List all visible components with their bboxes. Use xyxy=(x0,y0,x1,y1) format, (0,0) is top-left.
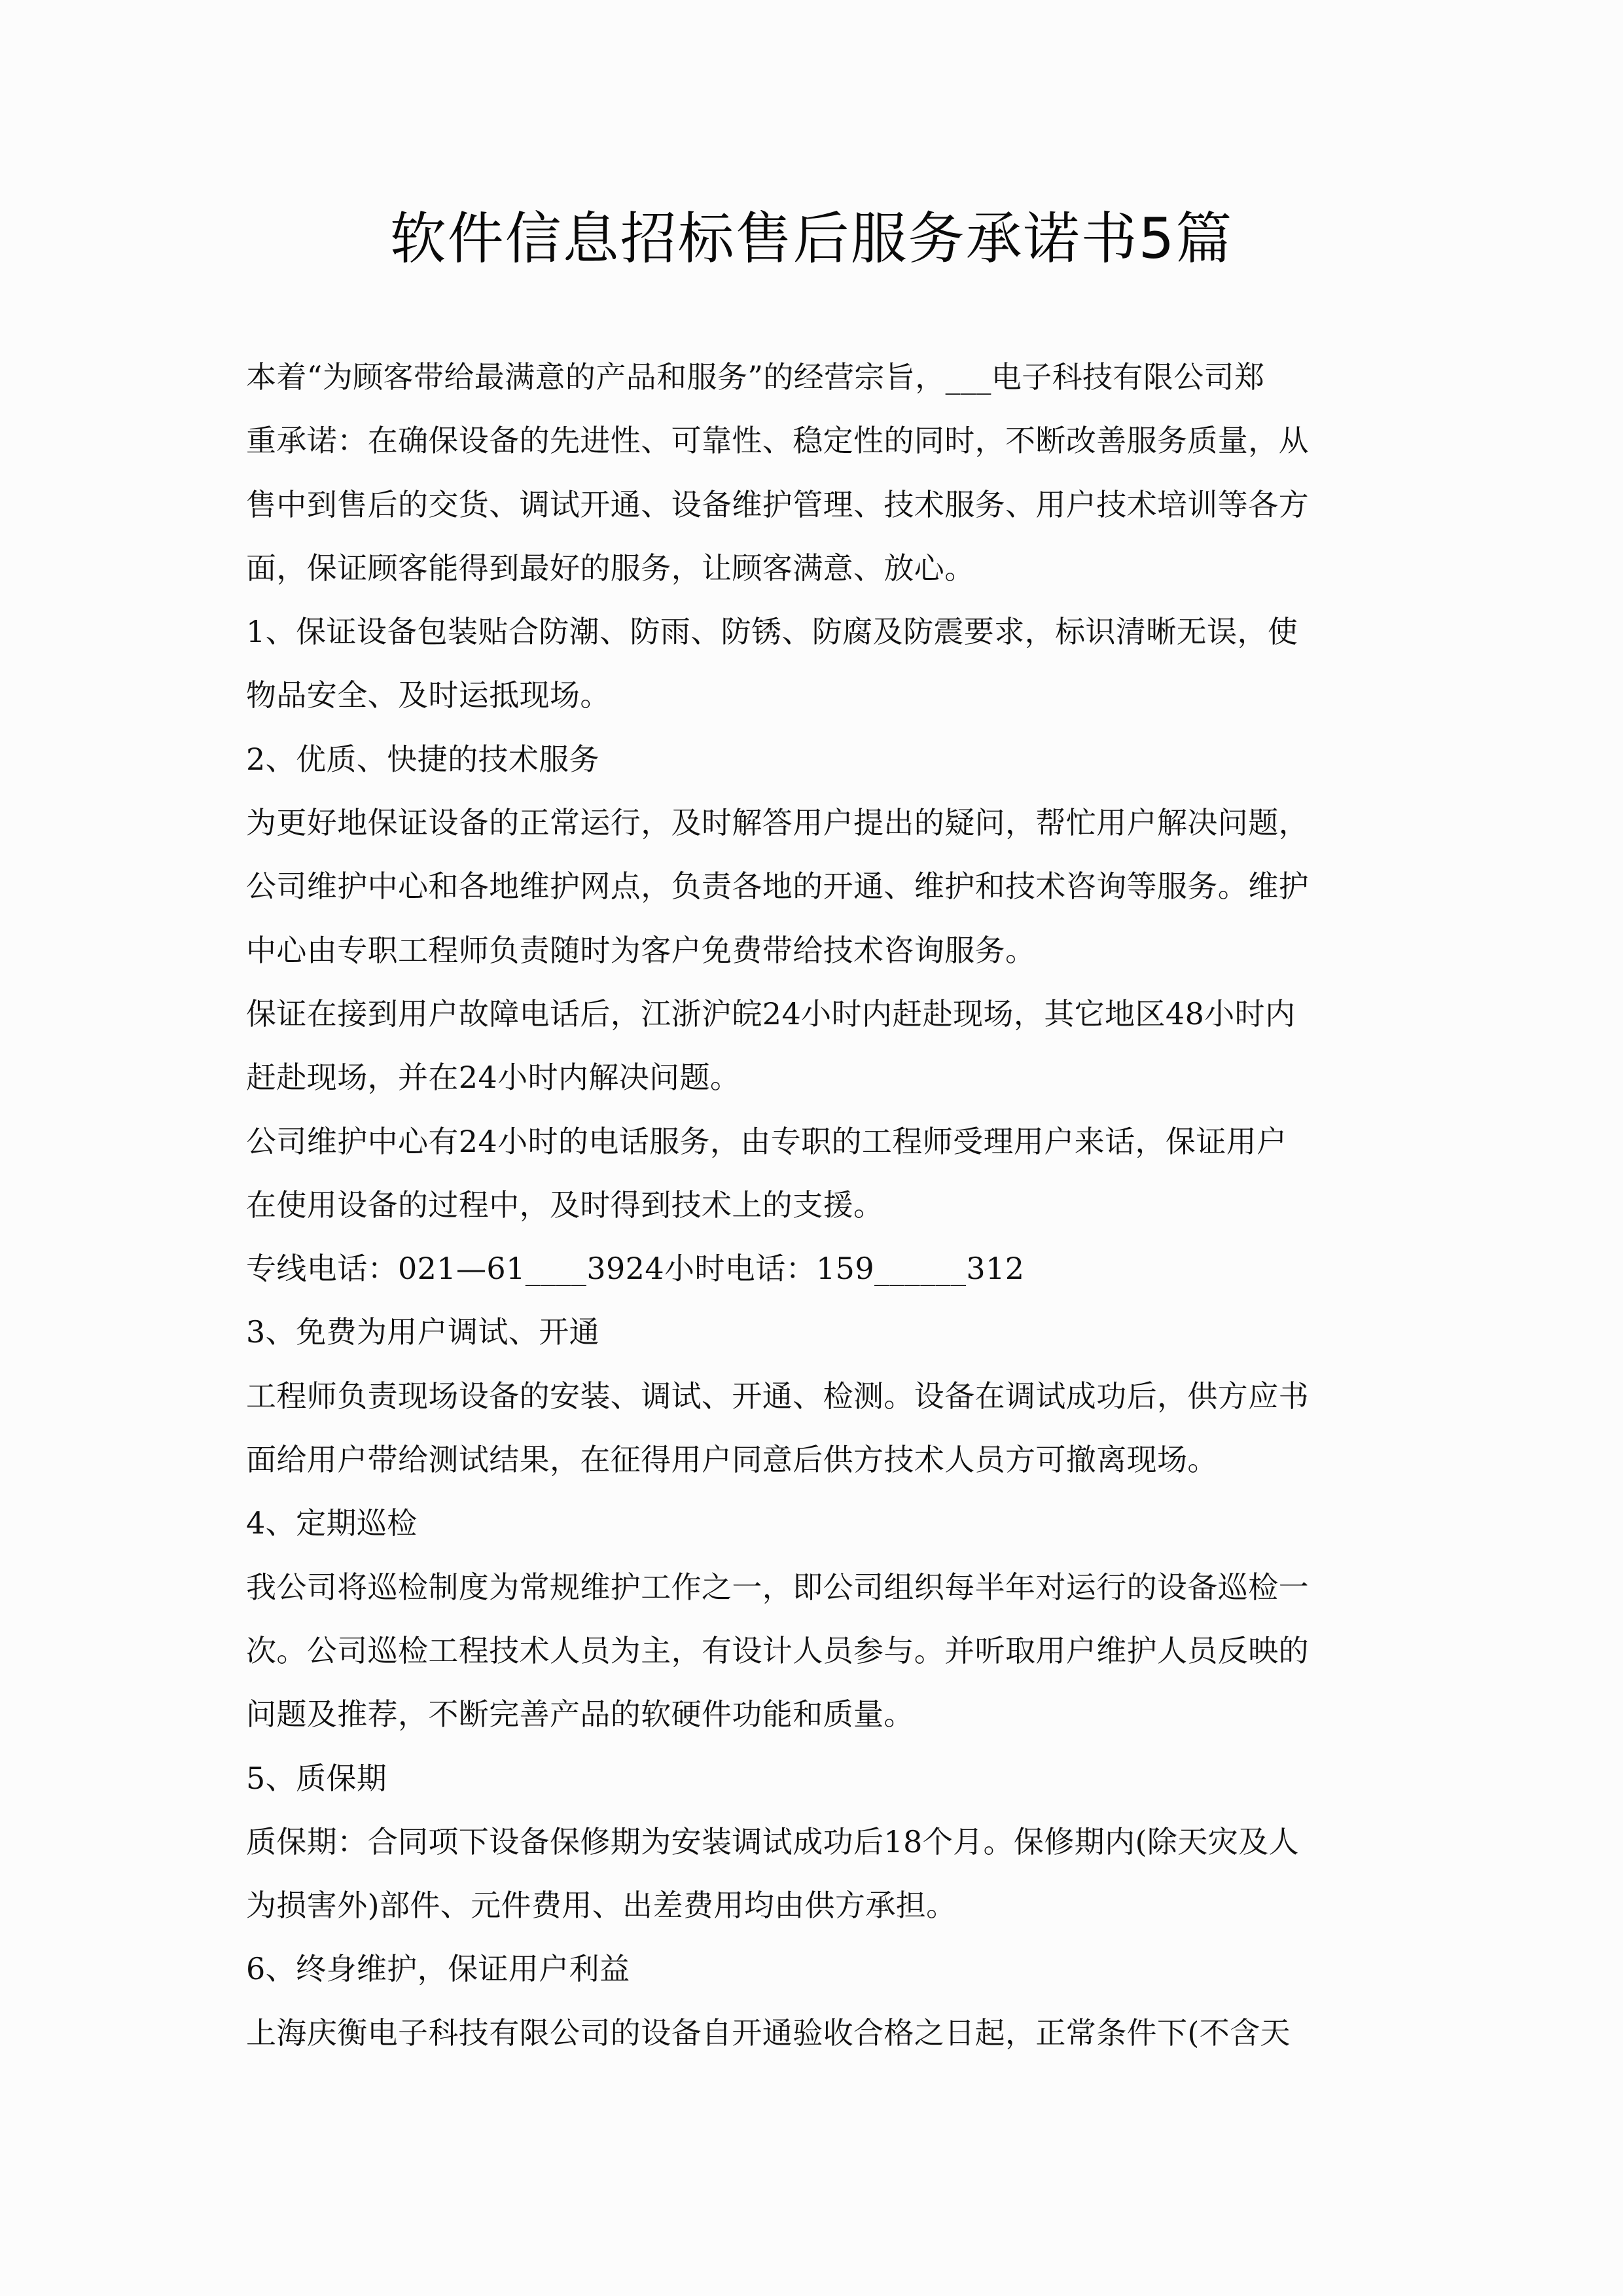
document-title: 软件信息招标售后服务承诺书5篇 xyxy=(389,206,1234,272)
section-4-line-3: 问题及推荐，不断完善产品的软硬件功能和质量。 xyxy=(246,1696,914,1732)
intro-line-2: 重承诺：在确保设备的先进性、可靠性、稳定性的同时，不断改善服务质量，从 xyxy=(246,423,1309,459)
section-3-heading: 3、免费为用户调试、开通 xyxy=(246,1314,600,1350)
section-4-line-2: 次。公司巡检工程技术人员为主，有设计人员参与。并听取用户维护人员反映的 xyxy=(246,1632,1309,1668)
section-6-heading: 6、终身维护，保证用户利益 xyxy=(246,1951,630,1987)
section-2-line-1: 为更好地保证设备的正常运行，及时解答用户提出的疑问，帮忙用户解决问题， xyxy=(246,805,1309,841)
section-2-heading: 2、优质、快捷的技术服务 xyxy=(246,741,600,777)
intro-line-1: 本着“为顾客带给最满意的产品和服务”的经营宗旨，___电子科技有限公司郑 xyxy=(246,359,1265,395)
section-2-line-4: 保证在接到用户故障电话后，江浙沪皖24小时内赶赴现场，其它地区48小时内 xyxy=(246,996,1296,1031)
section-5-heading: 5、质保期 xyxy=(246,1760,387,1796)
section-2-line-6: 公司维护中心有24小时的电话服务，由专职的工程师受理用户来话，保证用户 xyxy=(246,1123,1287,1159)
section-6-line-1: 上海庆衡电子科技有限公司的设备自开通验收合格之日起，正常条件下(不含天 xyxy=(246,2015,1291,2051)
section-4-line-1: 我公司将巡检制度为常规维护工作之一，即公司组织每半年对运行的设备巡检一 xyxy=(246,1569,1309,1605)
section-1-line-2: 物品安全、及时运抵现场。 xyxy=(246,677,611,713)
section-2-line-7: 在使用设备的过程中，及时得到技术上的支援。 xyxy=(246,1187,884,1223)
section-5-line-1: 质保期：合同项下设备保修期为安装调试成功后18个月。保修期内(除天灾及人 xyxy=(246,1823,1299,1859)
section-1-line-1: 1、保证设备包装贴合防潮、防雨、防锈、防腐及防震要求，标识清晰无误，使 xyxy=(246,614,1298,650)
intro-line-3: 售中到售后的交货、调试开通、设备维护管理、技术服务、用户技术培训等各方 xyxy=(246,486,1309,522)
section-4-heading: 4、定期巡检 xyxy=(246,1505,418,1541)
intro-line-4: 面，保证顾客能得到最好的服务，让顾客满意、放心。 xyxy=(246,550,975,586)
section-2-line-3: 中心由专职工程师负责随时为客户免费带给技术咨询服务。 xyxy=(246,932,1036,968)
section-2-line-5: 赶赴现场，并在24小时内解决问题。 xyxy=(246,1060,741,1096)
section-2-line-2: 公司维护中心和各地维护网点，负责各地的开通、维护和技术咨询等服务。维护 xyxy=(246,869,1309,905)
document-body xyxy=(246,346,1383,2065)
section-3-line-1: 工程师负责现场设备的安装、调试、开通、检测。设备在调试成功后，供方应书 xyxy=(246,1378,1309,1414)
section-5-line-2: 为损害外)部件、元件费用、出差费用均由供方承担。 xyxy=(246,1888,957,1924)
contact-phone-line: 专线电话：021—61____3924小时电话：159______312 xyxy=(246,1251,1025,1287)
section-3-line-2: 面给用户带给测试结果，在征得用户同意后供方技术人员方可撤离现场。 xyxy=(246,1442,1218,1478)
